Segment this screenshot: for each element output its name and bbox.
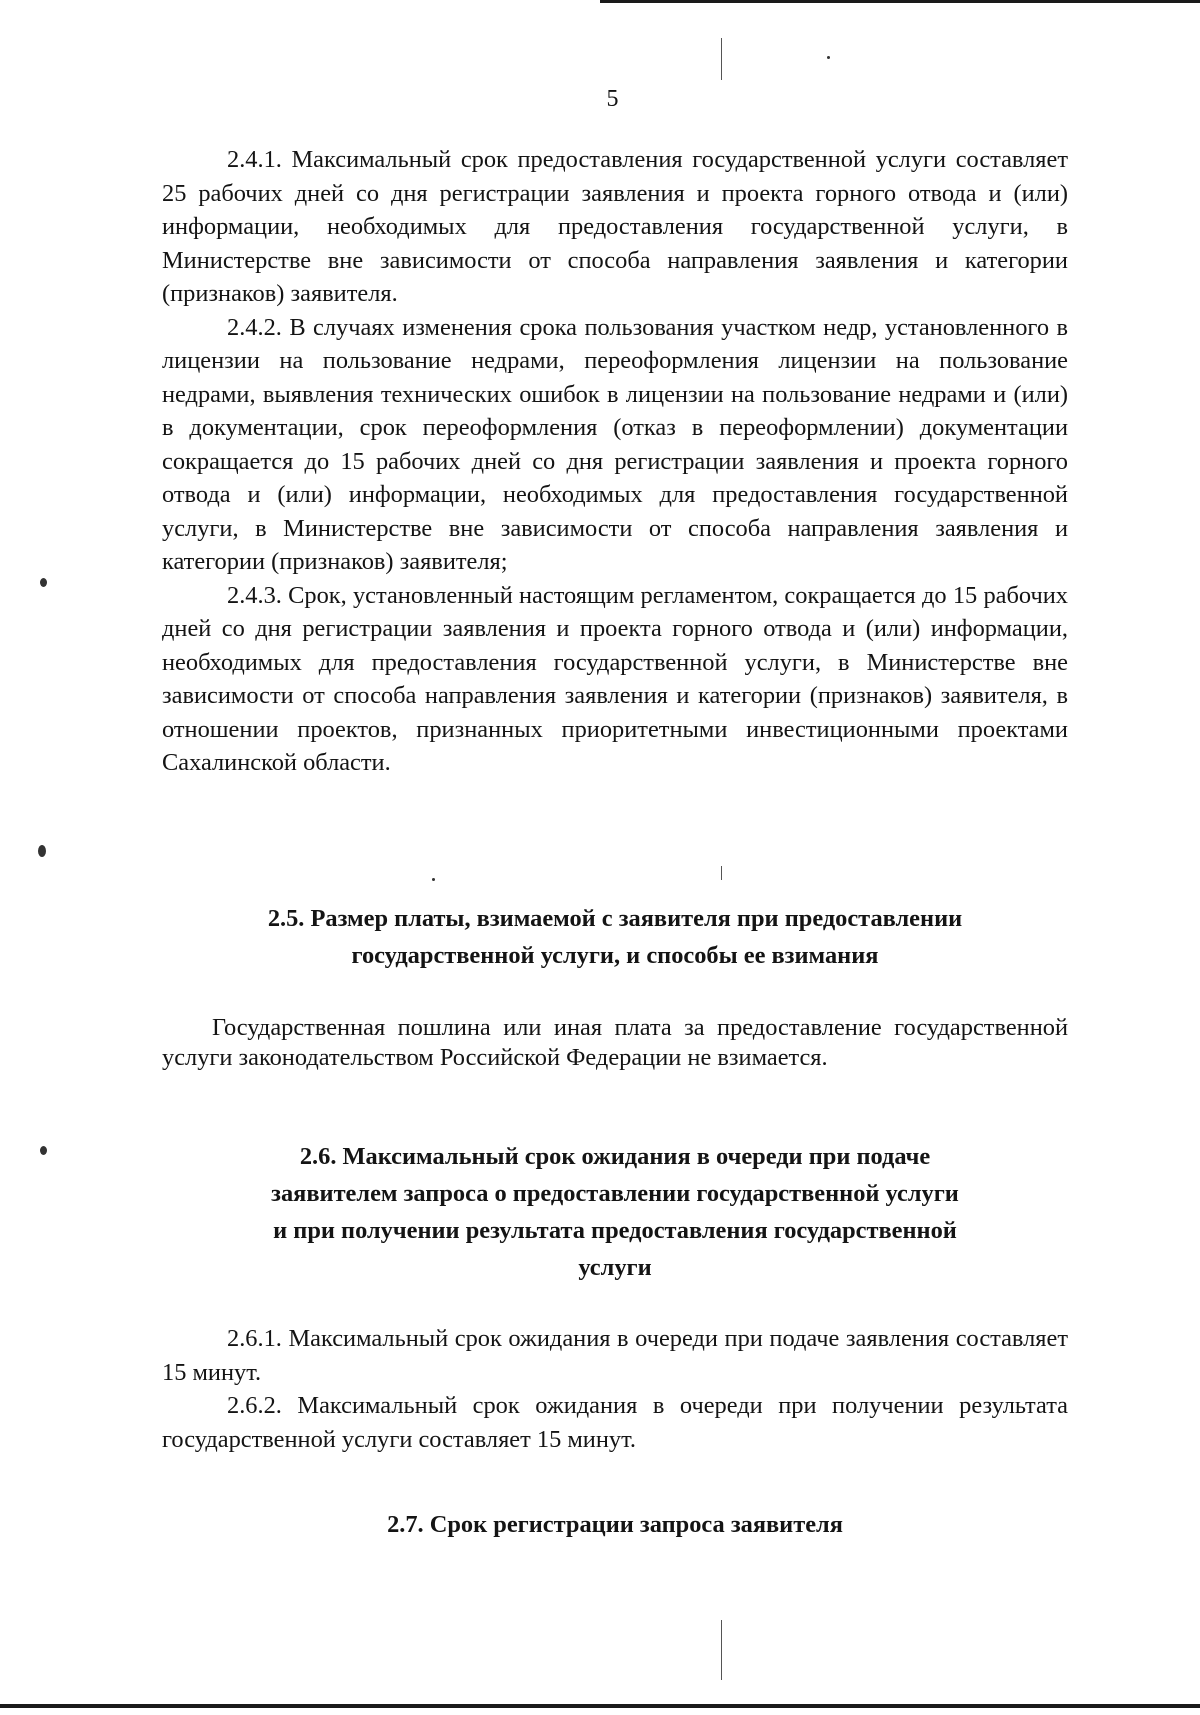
paragraph-2-4-1: 2.4.1. Максимальный срок предоставления государственной услуги составляет 25 рабочих дней со дня регистрации заявления и проекта горного отвода и (или) информации, необходимых для предоставления государственной услуги, в Министерстве вне зависимости от способа направления заявления и категории (признаков) заявителя. (162, 146, 1068, 307)
heading-2-5-line-1: 2.5. Размер платы, взимаемой с заявителя при предоставлении (267, 905, 963, 932)
heading-2-6-line-3: и при получении результата предоставления государственной (273, 1217, 957, 1244)
scan-speck (40, 1146, 47, 1155)
heading-2-6 (162, 1138, 1068, 1286)
scan-speck (432, 878, 435, 881)
section-2-5-body (162, 1013, 1068, 1073)
paragraph-2-6-1: 2.6.1. Максимальный срок ожидания в очереди при подаче заявления составляет 15 минут. (162, 1325, 1068, 1386)
paragraph-2-6-2: 2.6.2. Максимальный срок ожидания в очереди при получении результата государственной услуги составляет 15 минут. (162, 1392, 1068, 1453)
section-2-6-body (162, 1322, 1068, 1456)
section-2-4-body (162, 143, 1068, 780)
page-number: 5 (606, 86, 619, 112)
scan-speck (38, 845, 46, 857)
paragraph-2-5: Государственная пошлина или иная плата за предоставление государственной услуги законодательством Российской Федерации не взимается. (162, 1014, 1068, 1071)
scan-mark (721, 38, 722, 80)
scan-edge-top (600, 0, 1200, 3)
heading-2-6-line-2: заявителем запроса о предоставлении государственной услуги (271, 1180, 959, 1207)
paragraph-2-4-2: 2.4.2. В случаях изменения срока пользования участком недр, установленного в лицензии на пользование недрами, переоформления лицензии на пользование недрами, выявления технических ошибок в лицензии на пользование недрами и (или) в документации, срок переоформления (отказ в переоформлении) документации сокращается до 15 рабочих дней со дня регистрации заявления и проекта горного отвода и (или) информации, необходимых для предоставления государственной услуги, в Министерстве вне зависимости от способа направления заявления и категории (признаков) заявителя; (162, 313, 1068, 575)
scan-speck (827, 56, 830, 59)
heading-2-6-line-1: 2.6. Максимальный срок ожидания в очереди при подаче (299, 1143, 931, 1170)
scan-mark (721, 866, 722, 880)
heading-2-7: 2.7. Срок регистрации запроса заявителя (387, 1511, 843, 1538)
heading-2-6-line-4: услуги (578, 1254, 652, 1281)
scan-speck (40, 578, 47, 587)
heading-2-5 (162, 900, 1068, 974)
scan-edge-bottom (0, 1704, 1200, 1708)
scan-mark (721, 1620, 722, 1680)
paragraph-2-4-3: 2.4.3. Срок, установленный настоящим регламентом, сокращается до 15 рабочих дней со дня регистрации заявления и проекта горного отвода и (или) информации, необходимых для предоставления государственной услуги, в Министерстве вне зависимости от способа направления заявления и категории (признаков) заявителя, в отношении проектов, признанных приоритетными инвестиционными проектами Сахалинской области. (162, 581, 1068, 776)
heading-2-5-line-2: государственной услуги, и способы ее взимания (351, 942, 879, 969)
